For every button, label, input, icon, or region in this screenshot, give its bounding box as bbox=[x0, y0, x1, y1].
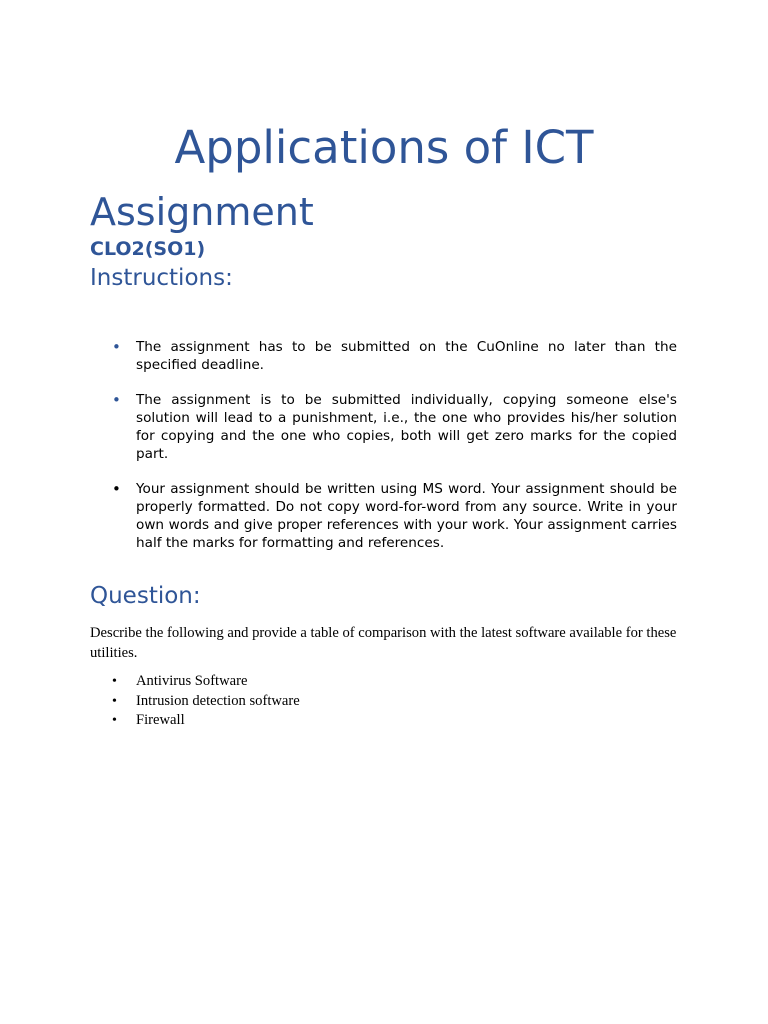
list-item bbox=[90, 391, 677, 463]
question-heading: Question: bbox=[90, 583, 201, 609]
instruction-text: Your assignment should be written using MS word. Your assignment should be properly formatted. Do not copy word-for-word from any source. Write in your own words and give proper references with your work. Your assignment carries half the marks for formatting and references. bbox=[136, 481, 677, 551]
list-item bbox=[90, 672, 300, 692]
document-title: Applications of ICT bbox=[174, 121, 594, 174]
question-text: Describe the following and provide a table of comparison with the latest software available for these utilities. bbox=[90, 625, 677, 661]
question-item-text: Antivirus Software bbox=[136, 673, 248, 689]
list-item bbox=[90, 711, 300, 731]
clo-label: CLO2(SO1) bbox=[90, 238, 206, 260]
instructions-heading: Instructions: bbox=[90, 265, 233, 291]
bullet-icon: • bbox=[112, 693, 117, 709]
instructions-list bbox=[90, 338, 677, 569]
list-item bbox=[90, 480, 677, 552]
bullet-icon: • bbox=[112, 391, 121, 409]
bullet-icon: • bbox=[112, 480, 121, 498]
question-item-text: Firewall bbox=[136, 712, 185, 728]
document-subtitle: Assignment bbox=[90, 190, 314, 234]
instruction-text: The assignment has to be submitted on the CuOnline no later than the specified deadline. bbox=[136, 339, 677, 373]
bullet-icon: • bbox=[112, 713, 117, 728]
list-item bbox=[90, 692, 300, 712]
bullet-icon: • bbox=[112, 674, 117, 689]
question-items-list bbox=[90, 672, 300, 731]
question-item-text: Intrusion detection software bbox=[136, 692, 300, 709]
instruction-text: The assignment is to be submitted individually, copying someone else's solution will lead to a punishment, i.e., the one who provides his/her solution for copying and the one who copies, both will get zero marks for the copied part. bbox=[136, 392, 677, 462]
list-item bbox=[90, 338, 677, 374]
bullet-icon: • bbox=[112, 338, 121, 356]
